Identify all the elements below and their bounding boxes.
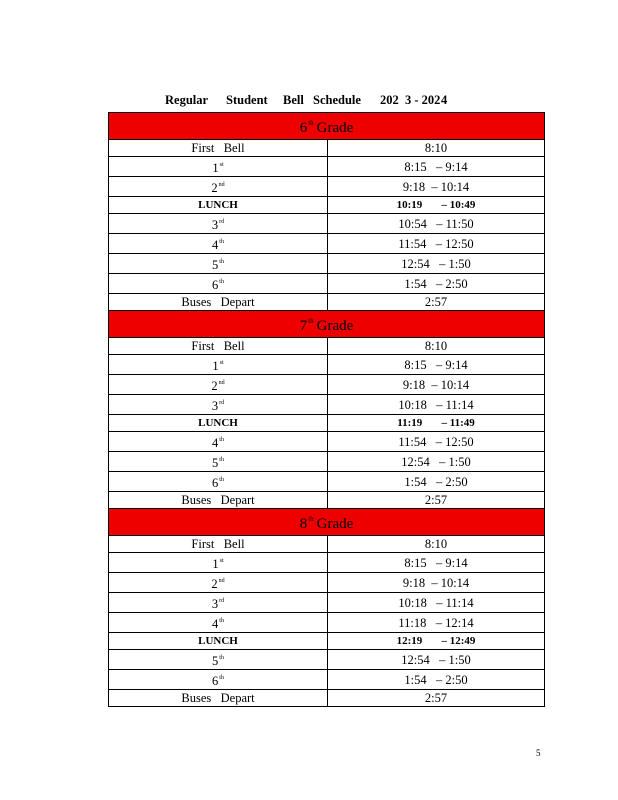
schedule-row: [109, 415, 545, 432]
time-cell: [328, 670, 545, 690]
period-ordinal-suffix: nd: [218, 380, 225, 386]
period-cell: [109, 690, 328, 707]
title-year-mid: 3 - 202: [405, 93, 441, 107]
time-value: 12:54 – 1:50: [401, 454, 471, 469]
grade-label: Grade: [316, 516, 354, 532]
time-value: 12:54 – 1:50: [401, 652, 471, 667]
period-ordinal-suffix: th: [219, 279, 224, 285]
period-ordinal-suffix: th: [219, 477, 224, 483]
period-label: 5: [212, 258, 219, 272]
period-ordinal-suffix: th: [219, 239, 224, 245]
grade-header-row: [109, 113, 545, 140]
period-ordinal-suffix: st: [219, 558, 224, 564]
time-value: 9:18 – 10:14: [402, 377, 470, 392]
time-cell: [328, 177, 545, 197]
period-cell: [109, 375, 328, 395]
time-cell: [328, 395, 545, 415]
time-value: 11:19 – 11:49: [397, 417, 475, 429]
time-value: 1:54 – 2:50: [404, 276, 468, 291]
period-label: 2: [211, 577, 218, 591]
period-label: 6: [212, 674, 219, 688]
period-cell: [109, 553, 328, 573]
period-cell: [109, 294, 328, 311]
period-ordinal-suffix: th: [219, 437, 224, 443]
schedule-row: [109, 157, 545, 177]
schedule-row: [109, 177, 545, 197]
time-cell: [328, 140, 545, 157]
period-cell: [109, 177, 328, 197]
period-label: First Bell: [191, 537, 245, 551]
grade-header: [109, 509, 545, 536]
period-cell: [109, 140, 328, 157]
time-cell: [328, 536, 545, 553]
time-cell: [328, 553, 545, 573]
period-label: 4: [212, 617, 219, 631]
schedule-row: [109, 593, 545, 613]
bell-schedule-table: [108, 112, 545, 707]
schedule-row: [109, 492, 545, 509]
time-value: 12:54 – 1:50: [401, 256, 471, 271]
period-ordinal-suffix: th: [219, 457, 224, 463]
grade-number: 7: [299, 318, 308, 334]
period-cell: [109, 338, 328, 355]
period-cell: [109, 492, 328, 509]
time-value: 12:19 – 12:49: [396, 635, 476, 647]
period-label: 1: [212, 161, 219, 175]
schedule-row: [109, 140, 545, 157]
period-cell: [109, 197, 328, 214]
title-word-bell: Bell: [283, 93, 304, 107]
period-label: 5: [212, 654, 219, 668]
time-cell: [328, 338, 545, 355]
grade-suffix: th: [308, 317, 314, 325]
period-label: First Bell: [191, 339, 245, 353]
period-cell: [109, 234, 328, 254]
schedule-row: [109, 254, 545, 274]
period-cell: [109, 633, 328, 650]
time-cell: [328, 375, 545, 395]
title-year-end: 4: [441, 93, 448, 107]
schedule-row: [109, 452, 545, 472]
time-cell: [328, 573, 545, 593]
time-value: 10:18 – 11:14: [398, 595, 474, 610]
period-label: 5: [212, 456, 219, 470]
period-ordinal-suffix: th: [219, 655, 224, 661]
schedule-row: [109, 274, 545, 294]
time-value: 9:18 – 10:14: [402, 575, 470, 590]
grade-number: 6: [299, 120, 308, 136]
period-label: First Bell: [191, 141, 245, 155]
time-value: 11:54 – 12:50: [398, 236, 474, 251]
time-value: 2:57: [424, 295, 448, 309]
grade-number: 8: [299, 516, 308, 532]
period-label: 1: [212, 359, 219, 373]
period-cell: [109, 432, 328, 452]
time-cell: [328, 613, 545, 633]
period-ordinal-suffix: rd: [219, 598, 225, 604]
time-cell: [328, 593, 545, 613]
time-value: 8:10: [424, 141, 448, 155]
time-cell: [328, 690, 545, 707]
period-label: 4: [212, 436, 219, 450]
time-value: 11:18 – 12:14: [398, 615, 474, 630]
time-value: 2:57: [424, 493, 448, 507]
schedule-row: [109, 395, 545, 415]
time-value: 10:18 – 11:14: [398, 397, 474, 412]
time-cell: [328, 157, 545, 177]
schedule-row: [109, 573, 545, 593]
period-label: 4: [212, 238, 219, 252]
time-value: 8:10: [424, 537, 448, 551]
time-cell: [328, 650, 545, 670]
period-cell: [109, 650, 328, 670]
schedule-row: [109, 338, 545, 355]
grade-suffix: th: [308, 119, 314, 127]
grade-header: [109, 113, 545, 140]
period-cell: [109, 355, 328, 375]
period-label: 6: [212, 476, 219, 490]
time-value: 8:15 – 9:14: [404, 159, 468, 174]
time-value: 10:54 – 11:50: [398, 216, 474, 231]
schedule-row: [109, 432, 545, 452]
time-cell: [328, 294, 545, 311]
time-cell: [328, 214, 545, 234]
period-ordinal-suffix: st: [219, 162, 224, 168]
time-value: 8:15 – 9:14: [404, 555, 468, 570]
period-label: LUNCH: [198, 199, 238, 211]
period-label: 2: [211, 379, 218, 393]
schedule-row: [109, 650, 545, 670]
grade-header-row: [109, 509, 545, 536]
time-cell: [328, 254, 545, 274]
grade-suffix: th: [308, 515, 314, 523]
period-label: 3: [211, 399, 219, 413]
schedule-row: [109, 690, 545, 707]
title-word-regular: Regular: [165, 93, 209, 107]
period-label: Buses Depart: [181, 691, 255, 705]
time-cell: [328, 432, 545, 452]
period-cell: [109, 395, 328, 415]
period-cell: [109, 536, 328, 553]
period-label: 1: [212, 557, 219, 571]
title-year-start: 202: [380, 93, 399, 107]
schedule-row: [109, 536, 545, 553]
schedule-row: [109, 613, 545, 633]
period-label: Buses Depart: [181, 295, 255, 309]
period-cell: [109, 593, 328, 613]
time-value: 8:10: [424, 339, 448, 353]
period-cell: [109, 415, 328, 432]
period-cell: [109, 452, 328, 472]
grade-header-row: [109, 311, 545, 338]
time-cell: [328, 633, 545, 650]
time-value: 11:54 – 12:50: [398, 434, 474, 449]
period-ordinal-suffix: th: [219, 259, 224, 265]
period-cell: [109, 254, 328, 274]
page-number: 5: [536, 748, 541, 758]
period-cell: [109, 157, 328, 177]
schedule-row: [109, 633, 545, 650]
schedule-row: [109, 670, 545, 690]
time-value: 2:57: [424, 691, 448, 705]
title-word-student: Student: [226, 93, 268, 107]
period-label: 6: [212, 278, 219, 292]
schedule-row: [109, 553, 545, 573]
time-cell: [328, 197, 545, 214]
time-cell: [328, 472, 545, 492]
time-cell: [328, 234, 545, 254]
period-ordinal-suffix: rd: [219, 219, 225, 225]
time-value: 10:19 – 10:49: [396, 199, 476, 211]
period-cell: [109, 274, 328, 294]
schedule-row: [109, 214, 545, 234]
schedule-row: [109, 472, 545, 492]
title-word-schedule: Schedule: [313, 93, 361, 107]
period-label: LUNCH: [198, 417, 238, 429]
schedule-row: [109, 294, 545, 311]
period-label: 2: [211, 181, 218, 195]
period-ordinal-suffix: st: [219, 360, 224, 366]
time-value: 1:54 – 2:50: [404, 474, 468, 489]
period-label: LUNCH: [198, 635, 238, 647]
schedule-row: [109, 375, 545, 395]
page-title: [108, 93, 544, 111]
time-value: 9:18 – 10:14: [402, 179, 470, 194]
period-ordinal-suffix: rd: [219, 400, 225, 406]
period-ordinal-suffix: nd: [218, 578, 225, 584]
period-label: 3: [211, 218, 219, 232]
schedule-row: [109, 355, 545, 375]
time-value: 1:54 – 2:50: [404, 672, 468, 687]
period-cell: [109, 472, 328, 492]
period-cell: [109, 573, 328, 593]
period-cell: [109, 670, 328, 690]
time-cell: [328, 492, 545, 509]
grade-label: Grade: [316, 120, 354, 136]
schedule-row: [109, 234, 545, 254]
period-ordinal-suffix: th: [219, 675, 224, 681]
period-cell: [109, 613, 328, 633]
period-cell: [109, 214, 328, 234]
time-cell: [328, 355, 545, 375]
time-cell: [328, 415, 545, 432]
time-cell: [328, 274, 545, 294]
schedule-row: [109, 197, 545, 214]
period-label: Buses Depart: [181, 493, 255, 507]
period-ordinal-suffix: th: [219, 618, 224, 624]
grade-header: [109, 311, 545, 338]
grade-label: Grade: [316, 318, 354, 334]
period-ordinal-suffix: nd: [218, 182, 225, 188]
time-cell: [328, 452, 545, 472]
time-value: 8:15 – 9:14: [404, 357, 468, 372]
period-label: 3: [211, 597, 219, 611]
